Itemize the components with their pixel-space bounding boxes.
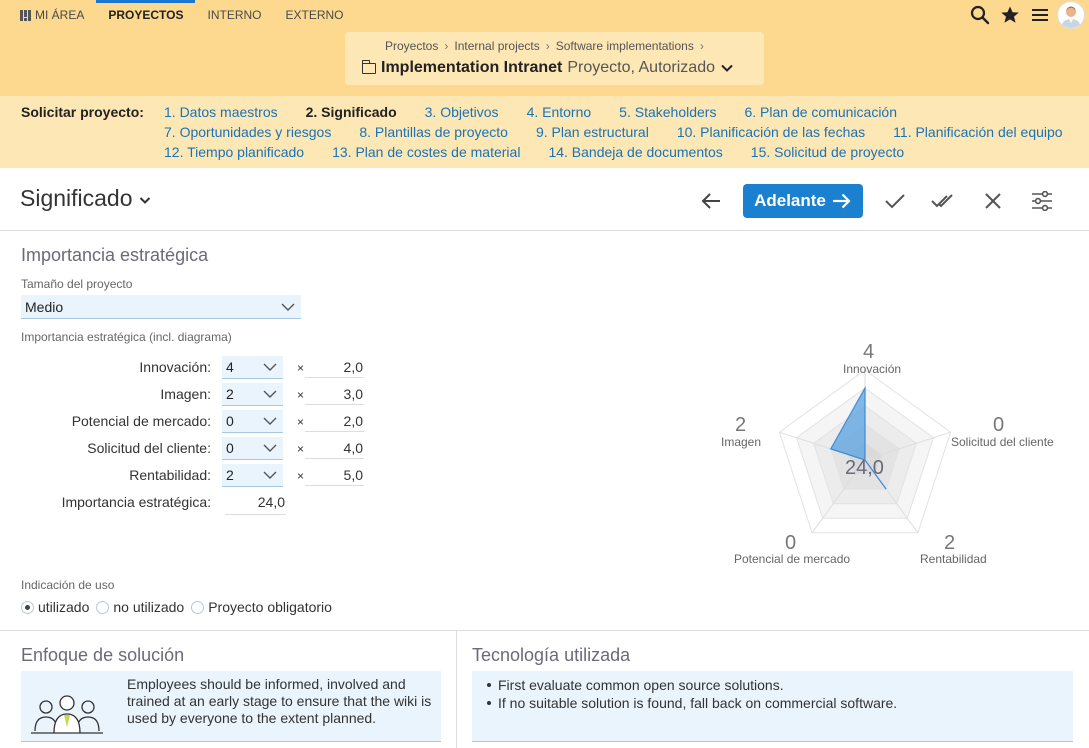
breadcrumb-separator: › [545,39,550,53]
strategic-total-label: Importancia estratégica: [61,494,211,510]
imagen-value: 2 [226,386,234,402]
next-button[interactable] [743,184,863,218]
radio-dot-selected [21,601,34,614]
step-plan-costes[interactable]: 13. Plan de costes de material [332,144,521,160]
page-title-selector[interactable] [20,185,152,212]
radar-center-label: 24,0 [845,457,884,479]
top-header [0,0,1089,96]
chevron-down-icon [263,362,277,372]
radar-axis-potencial-mercado: Potencial de mercado [734,552,851,566]
divider [456,631,457,748]
strategic-total-value: 24,0 [225,491,286,515]
radar-value-solicitud-cliente: 0 [993,414,1005,436]
step-datos-maestros[interactable]: 1. Datos maestros [164,104,278,120]
radio-proyecto-obligatorio[interactable] [191,599,332,615]
technology-card[interactable] [472,671,1073,742]
back-button[interactable] [696,187,726,215]
section-title-tecnologia: Tecnología utilizada [472,645,631,665]
arrow-right-icon [832,193,852,209]
radio-proyecto-obligatorio-label: Proyecto obligatorio [208,599,332,615]
step-planificacion-fechas[interactable]: 10. Planificación de las fechas [676,124,866,140]
step-tiempo-planificado[interactable]: 12. Tiempo planificado [164,144,305,160]
times-sign: × [297,442,305,456]
breadcrumb-separator: › [699,39,704,53]
solicitud-cliente-value: 0 [226,440,234,456]
potencial-mercado-weight: 2,0 [305,410,364,432]
dashboard-icon [20,10,31,21]
project-size-value: Medio [25,298,64,315]
innovacion-value: 4 [226,359,234,375]
potencial-mercado-label: Potencial de mercado: [71,413,211,429]
nav-mi-area-label: MI ÁREA [35,8,85,22]
chevron-down-icon [263,389,277,399]
chevron-down-icon [281,302,295,312]
list-item: First evaluate common open source solutions. [484,676,897,694]
project-status: Proyecto, Autorizado [567,59,715,76]
breadcrumb [385,39,710,53]
settings-sliders-icon[interactable] [1027,187,1057,215]
imagen-label: Imagen: [160,386,211,402]
chevron-down-icon [138,193,152,207]
solution-card[interactable] [21,671,441,742]
solicitud-cliente-select[interactable] [222,437,283,460]
page-title: Significado [20,185,133,211]
steps-label: Solicitar proyecto: [21,104,144,120]
innovacion-select[interactable] [222,356,283,379]
solicitud-cliente-weight: 4,0 [305,437,364,459]
potencial-mercado-value: 0 [226,413,234,429]
times-sign: × [297,361,305,375]
technology-list [484,676,897,712]
rentabilidad-label: Rentabilidad: [129,467,211,483]
breadcrumb-proyectos[interactable]: Proyectos [385,39,439,53]
rentabilidad-value: 2 [226,467,234,483]
innovacion-weight: 2,0 [305,356,364,378]
imagen-select[interactable] [222,383,283,406]
breadcrumb-internal-projects[interactable]: Internal projects [454,39,540,53]
nav-mi-area[interactable] [0,0,96,30]
steps-row-1 [164,104,925,120]
steps-bar [0,96,1089,168]
project-breadcrumb-box [345,32,764,85]
chevron-down-icon [719,60,735,76]
menu-icon[interactable] [1025,0,1055,30]
divider [0,630,1089,631]
double-check-icon[interactable] [929,187,959,215]
radar-axis-innovacion: Innovación [843,362,902,376]
times-sign: × [297,415,305,429]
nav-externo[interactable]: EXTERNO [285,8,344,22]
solicitud-cliente-label: Solicitud del cliente: [87,440,211,456]
team-illustration-icon [31,693,103,735]
solution-text: Employees should be informed, involved and trained at an early stage to ensure that the wiki is used by everyone to the extent planned. [127,676,432,726]
project-size-select[interactable] [21,295,301,319]
usage-label: Indicación de uso [21,578,115,592]
times-sign: × [297,469,305,483]
radar-axis-solicitud-cliente: Solicitud del cliente [951,435,1054,449]
step-objetivos[interactable]: 3. Objetivos [424,104,499,120]
chevron-down-icon [263,470,277,480]
times-sign: × [297,388,305,402]
potencial-mercado-select[interactable] [222,410,283,433]
step-bandeja-documentos[interactable]: 14. Bandeja de documentos [548,144,723,160]
star-icon[interactable] [995,0,1025,30]
imagen-weight: 3,0 [305,383,364,405]
step-plantillas[interactable]: 8. Plantillas de proyecto [359,124,508,140]
radio-utilizado[interactable] [21,599,89,615]
step-entorno[interactable]: 4. Entorno [526,104,592,120]
radio-dot [191,601,204,614]
step-planificacion-equipo[interactable]: 11. Planificación del equipo [893,124,1063,140]
step-stakeholders[interactable]: 5. Stakeholders [619,104,717,120]
step-plan-comunicacion[interactable]: 6. Plan de comunicación [744,104,898,120]
next-button-label: Adelante [754,191,826,210]
radio-no-utilizado-label: no utilizado [113,599,185,615]
section-title-enfoque: Enfoque de solución [21,645,185,665]
radio-no-utilizado[interactable] [96,599,184,615]
search-icon[interactable] [965,0,995,30]
radar-axis-imagen: Imagen [721,435,762,449]
breadcrumb-separator: › [444,39,449,53]
project-size-label: Tamaño del proyecto [21,277,133,291]
nav-interno[interactable]: INTERNO [207,8,262,22]
close-icon[interactable] [978,187,1008,215]
folder-icon [362,63,376,74]
radar-value-imagen: 2 [735,414,747,436]
rentabilidad-select[interactable] [222,464,283,487]
radar-value-rentabilidad: 2 [944,532,956,554]
innovacion-label: Innovación: [139,359,211,375]
nav-proyectos[interactable]: PROYECTOS [96,0,195,30]
radio-dot [96,601,109,614]
breadcrumb-software-implementations[interactable]: Software implementations [555,39,694,53]
radar-value-potencial-mercado: 0 [785,532,797,554]
strategic-diagram-label: Importancia estratégica (incl. diagrama) [21,330,232,344]
radar-value-innovacion: 4 [863,341,875,363]
check-icon[interactable] [880,187,910,215]
step-solicitud-proyecto[interactable]: 15. Solicitud de proyecto [750,144,905,160]
step-significado[interactable]: 2. Significado [305,104,397,120]
usage-radio-group [21,599,339,615]
chevron-down-icon [263,416,277,426]
main-nav [0,0,356,30]
steps-row-2 [164,124,1089,140]
chevron-down-icon [263,443,277,453]
step-plan-estructural[interactable]: 9. Plan estructural [535,124,649,140]
page-header [0,168,1089,231]
user-avatar[interactable] [1057,1,1085,29]
list-item: If no suitable solution is found, fall back on commercial software. [484,694,897,712]
top-icons [965,0,1089,30]
rentabilidad-weight: 5,0 [305,464,364,486]
arrow-left-icon [700,192,722,210]
radar-axis-rentabilidad: Rentabilidad [920,552,987,566]
project-title-selector[interactable] [362,59,735,77]
steps-row-3 [164,144,932,160]
section-title-importancia: Importancia estratégica [21,245,209,265]
project-title: Implementation Intranet [381,59,563,76]
step-oportunidades[interactable]: 7. Oportunidades y riesgos [164,124,332,140]
radio-utilizado-label: utilizado [38,599,90,615]
